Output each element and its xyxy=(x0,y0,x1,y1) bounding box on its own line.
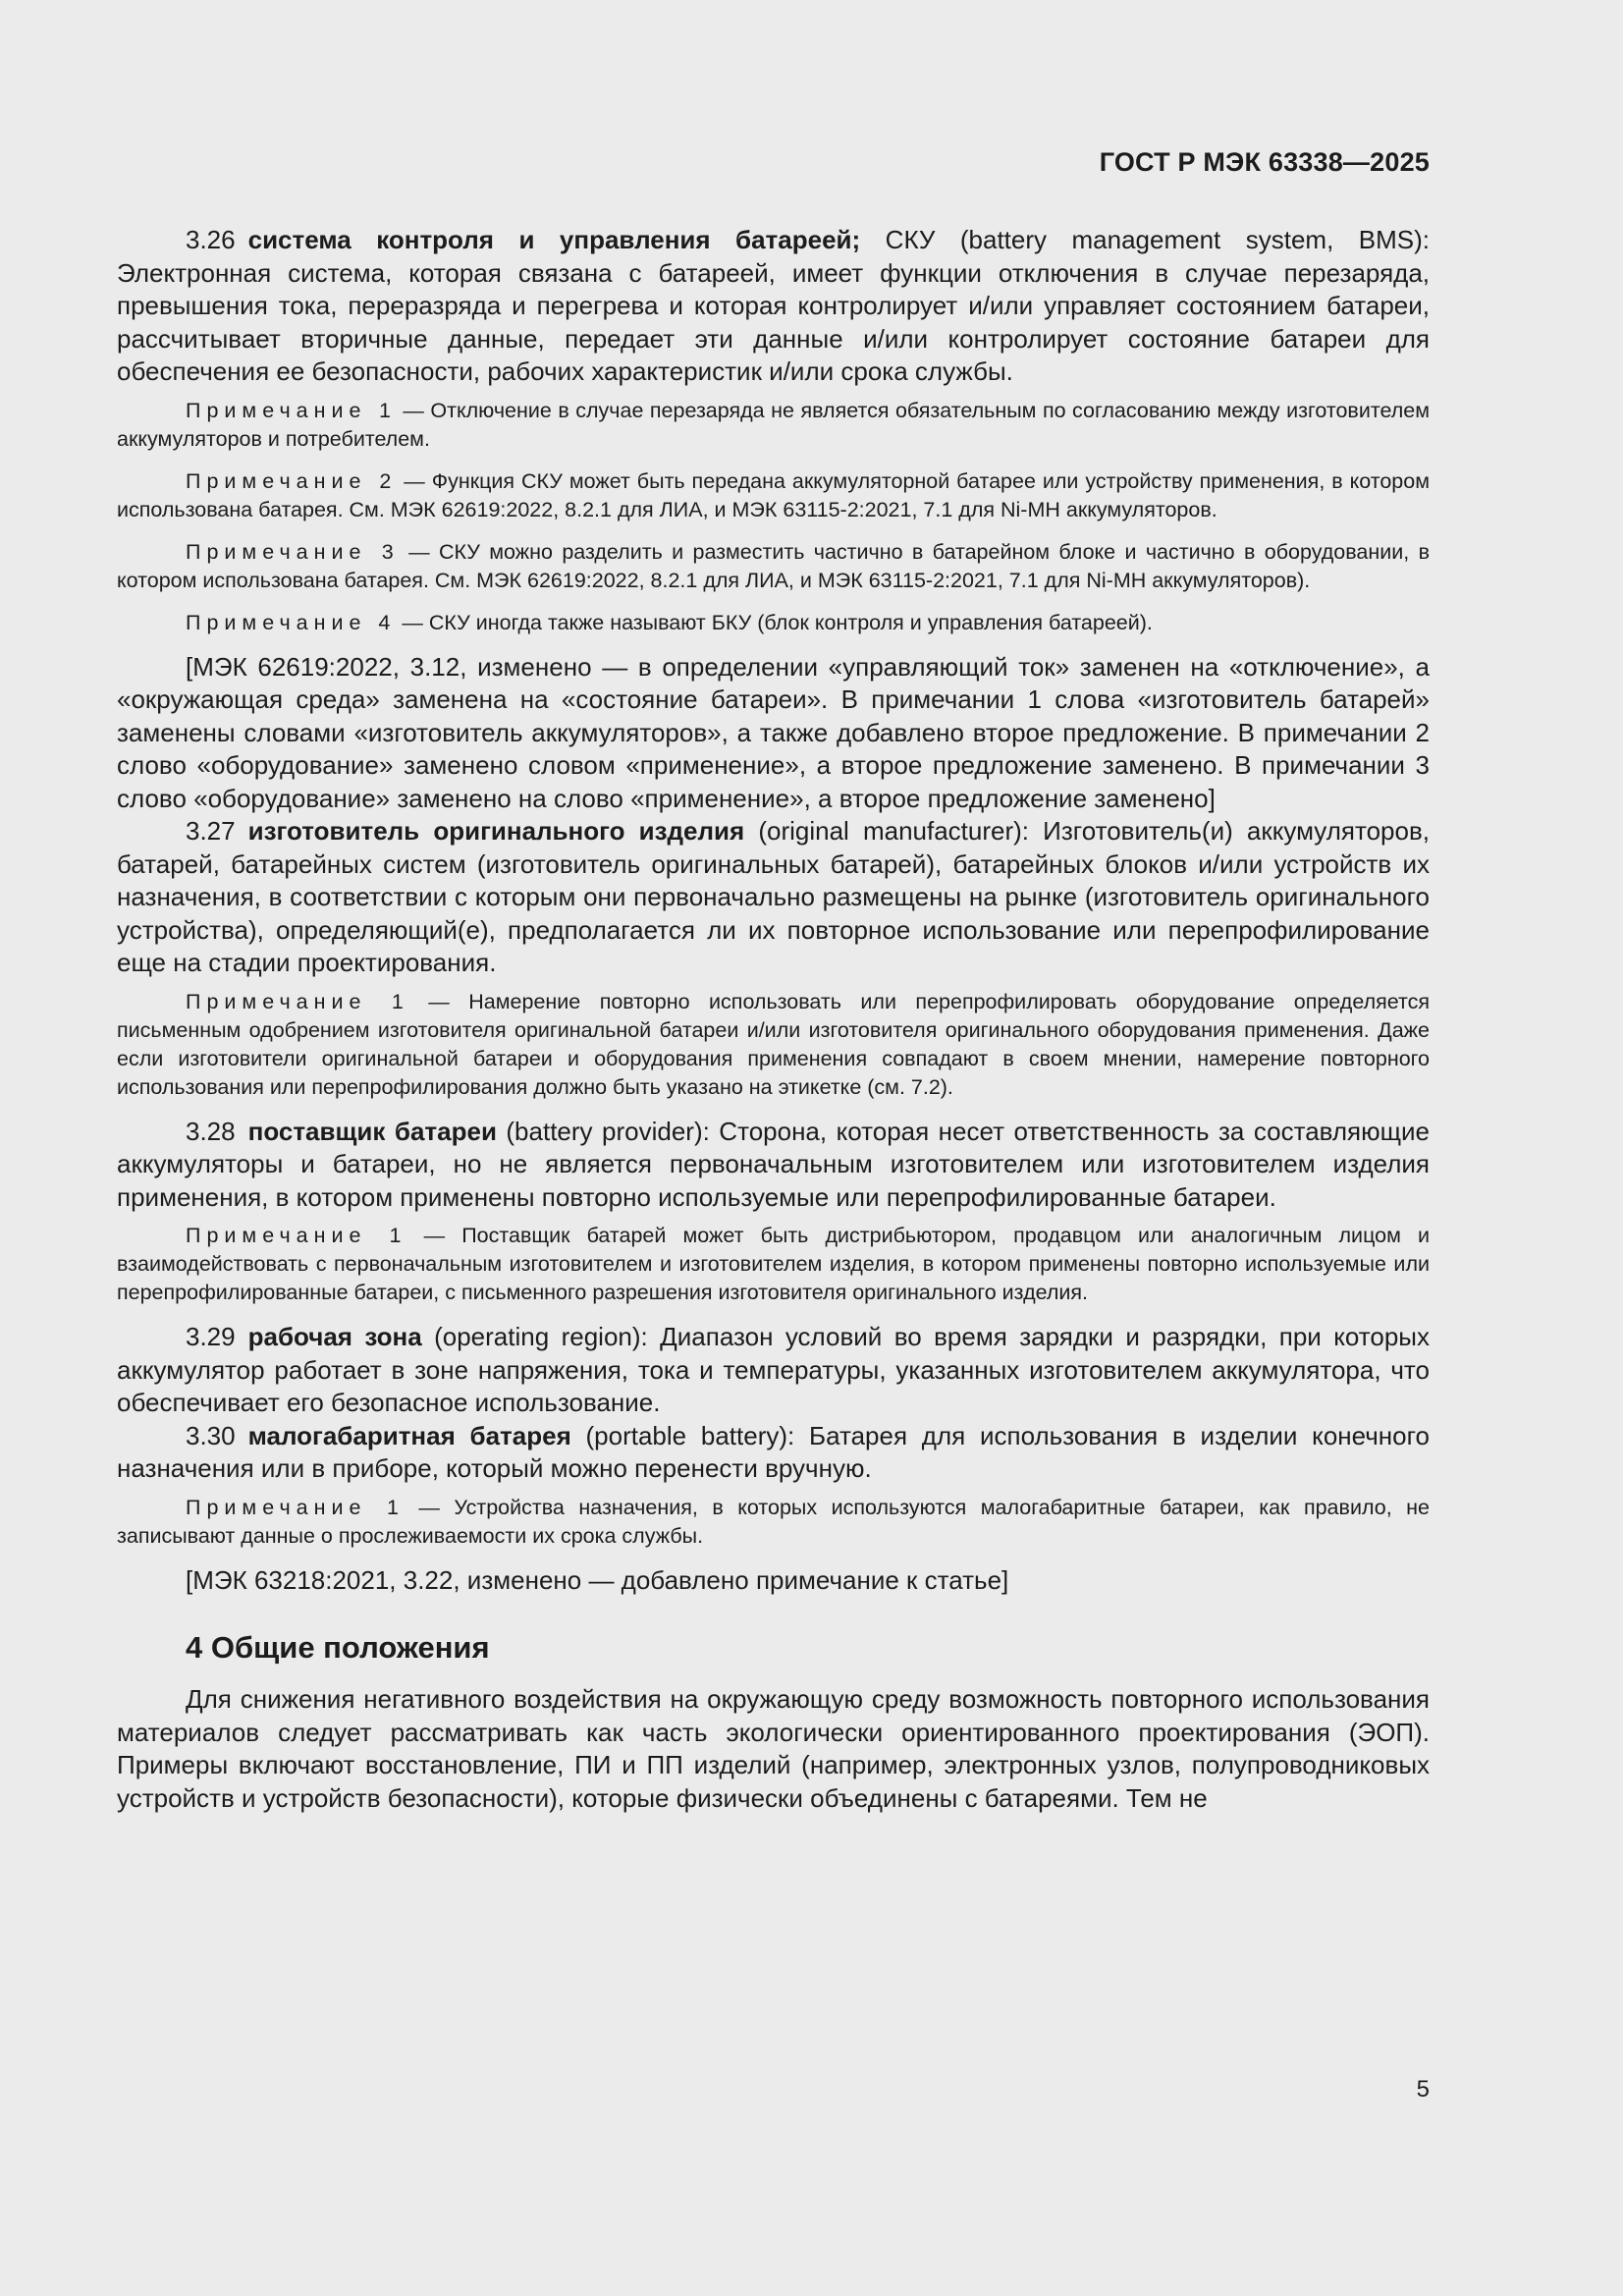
definition-text: СКУ (battery management system, BMS): Электронная система, которая связана с батареей, имеет функции отключения в случае перезаряда, превышения тока, переразряда и перегрева и которая контролирует и/или управляет состоянием батареи, рассчитывает вторичные данные, передает эти данные и/или контролирует состояние батареи для обеспечения ее безопасности, рабочих характеристик и/или срока службы. xyxy=(117,225,1430,386)
note-text: — СКУ можно разделить и разместить частично в батарейном блоке и частично в оборудовании, в котором использована батарея. См. МЭК 62619:2022, 8.2.1 для ЛИА, и МЭК 63115-2:2021, 7.1 для Ni-MH аккумуляторов). xyxy=(117,539,1431,592)
clause-number: 3.28 xyxy=(186,1116,236,1146)
definition-text: (battery provider): Сторона, которая несет ответственность за составляющие аккумуляторы и батареи, но не является первоначальным изготовителем или изготовителем изделия применения, в котором применены повторно используемые или перепрофилированные батареи. xyxy=(117,1116,1430,1212)
standard-code-header: ГОСТ Р МЭК 63338—2025 xyxy=(1099,147,1430,177)
body-paragraph xyxy=(117,1683,1430,1815)
note xyxy=(117,397,1430,454)
definition-3-28 xyxy=(117,1116,1430,1215)
definition-text: (portable battery): Батарея для использования в изделии конечного назначения или в приборе, который можно перенести вручную. xyxy=(117,1420,1430,1483)
clause-number: 3.27 xyxy=(186,816,236,846)
definition-3-29 xyxy=(117,1321,1430,1420)
note-label: Примечание 4 xyxy=(186,610,397,634)
note-label: Примечание 1 xyxy=(186,989,409,1013)
note-label: Примечание 2 xyxy=(186,468,398,493)
definition-text: [МЭК 62619:2022, 3.12, изменено — в определении «управляющий ток» заменен на «отключение», а «окружающая среда» заменена на «состояние батареи». В примечании 1 слова «изготовитель батарей» заменены словами «изготовитель аккумуляторов», а также добавлено второе предложение. В примечании 2 слово «оборудование» заменено словом «применение», а второе предложение заменено. В примечании 3 слово «оборудование» заменено на слово «применение», а второе предложение заменено] xyxy=(117,651,1430,813)
clause-number: 3.30 xyxy=(186,1420,236,1450)
term-name: изготовитель оригинального изделия xyxy=(247,816,745,846)
term-name: рабочая зона xyxy=(247,1322,422,1351)
note xyxy=(117,609,1430,637)
body-paragraph xyxy=(117,651,1430,816)
term-name: поставщик батареи xyxy=(247,1116,497,1146)
note-label: Примечание 3 xyxy=(186,539,400,564)
definition-3-27 xyxy=(117,815,1430,980)
term-name: система контроля и управления батареей; xyxy=(247,225,861,254)
note-text: — Функция СКУ может быть передана аккумуляторной батарее или устройству применения, в котором использована батарея. См. МЭК 62619:2022, 8.2.1 для ЛИА, и МЭК 63115-2:2021, 7.1 для Ni-MH аккумуляторов. xyxy=(117,468,1430,521)
page-number: 5 xyxy=(1416,2076,1430,2103)
document-body xyxy=(117,224,1430,1821)
note xyxy=(117,1494,1430,1551)
note-label: Примечание 1 xyxy=(186,398,397,422)
note-label: Примечание 1 xyxy=(186,1495,405,1519)
clause-number: 3.26 xyxy=(186,225,236,254)
term-name: малогабаритная батарея xyxy=(247,1420,571,1450)
note xyxy=(117,538,1430,595)
note-text: — СКУ иногда также называют БКУ (блок контроля и управления батареей). xyxy=(396,610,1153,634)
note xyxy=(117,467,1430,524)
definition-text: (original manufacturer): Изготовитель(и) аккумуляторов, батарей, батарейных систем (изготовитель оригинальных батарей), батарейных блоков и/или устройств их назначения, в соответствии с которым они первоначально размещены на рынке (изготовитель оригинального устройства), определяющий(е), предполагается ли их повторное использование или перепрофилирование еще на стадии проектирования. xyxy=(117,816,1430,977)
definition-3-30 xyxy=(117,1420,1430,1486)
definition-3-26 xyxy=(117,224,1430,389)
note xyxy=(117,988,1430,1102)
definition-text: (operating region): Диапазон условий во время зарядки и разрядки, при которых аккумулятор работает в зоне напряжения, тока и температуры, указанных изготовителем аккумулятора, что обеспечивает его безопасное использование. xyxy=(117,1322,1430,1417)
source-reference: [МЭК 63218:2021, 3.22, изменено — добавлено примечание к статье] xyxy=(186,1564,1009,1595)
note-text: — Отключение в случае перезаряда не является обязательным по согласованию между изготовителем аккумуляторов и потребителем. xyxy=(117,398,1430,451)
note xyxy=(117,1222,1430,1307)
note-text: — Устройства назначения, в которых используются малогабаритные батареи, как правило, не записывают данные о прослеживаемости их срока службы. xyxy=(117,1495,1430,1548)
definition-text: Для снижения негативного воздействия на окружающую среду возможность повторного использования материалов следует рассматривать как часть экологически ориентированного проектирования (ЭОП). Примеры включают восстановление, ПИ и ПП изделий (например, электронных узлов, полупроводниковых устройств и устройств безопасности), которые физически объединены с батареями. Тем не xyxy=(117,1684,1430,1813)
note-label: Примечание 1 xyxy=(186,1224,407,1247)
section-heading: 4 Общие положения xyxy=(186,1630,490,1665)
clause-number: 3.29 xyxy=(186,1322,236,1351)
note-text: — Намерение повторно использовать или перепрофилировать оборудование определяется письменным одобрением изготовителя оригинальной батареи и/или изготовителя оригинального оборудования применения. Даже если изготовители оригинальной батареи и оборудования применения совпадают в своем мнении, намерение повторного использования или перепрофилирования должно быть указано на этикетке (см. 7.2). xyxy=(117,989,1431,1099)
note-text: — Поставщик батарей может быть дистрибьютором, продавцом или аналогичным лицом и взаимодействовать с первоначальным изготовителем и изготовителем изделия, в котором применены повторно используемые или перепрофилированные батареи, с письменного разрешения изготовителя оригинального изделия. xyxy=(117,1224,1431,1304)
